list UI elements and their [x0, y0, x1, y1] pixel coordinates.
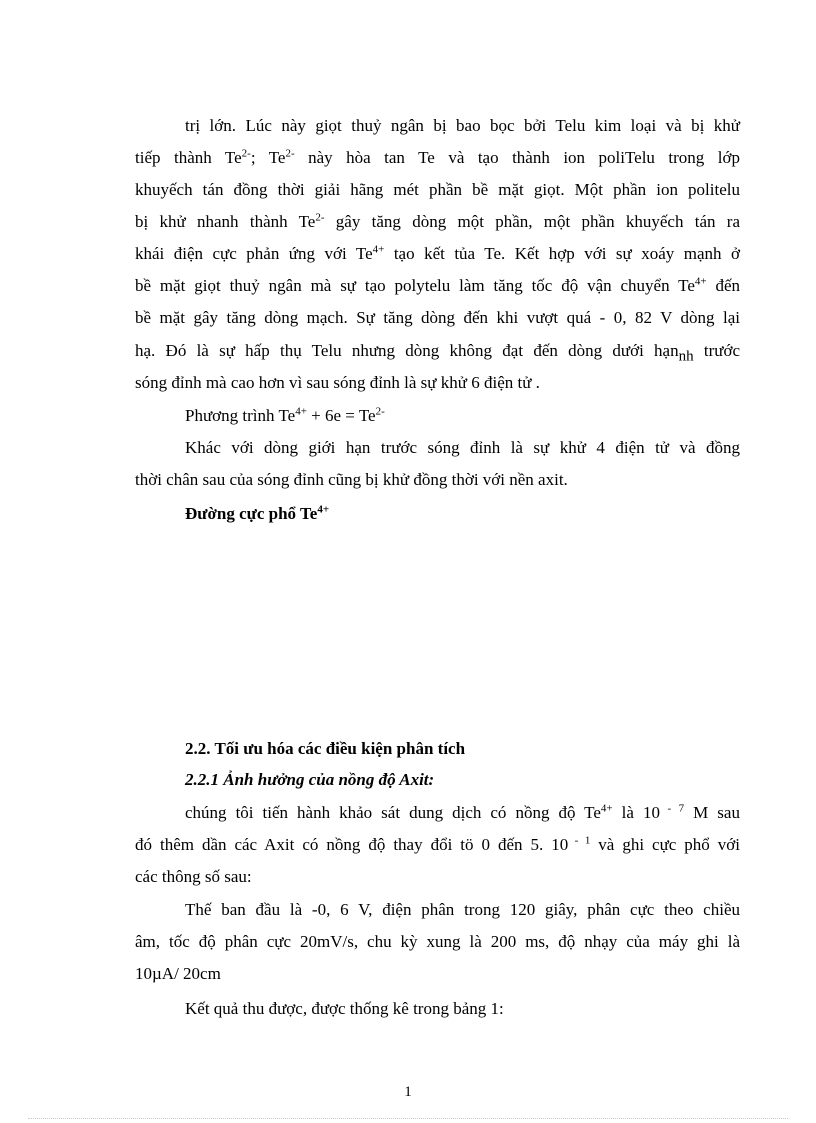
section-heading: 2.2. Tối ưu hóa các điều kiện phân tích [185, 739, 466, 758]
paragraph-line: Kết quả thu được, được thống kê trong bảng 1: [185, 999, 504, 1018]
paragraph-line: khuyếch tán đồng thời giải hãng mét phần bề mặt giọt. Một phần ion politelu [135, 180, 740, 199]
paragraph-line: tiếp thành $Te^{2-}$; $Te^{2-}$ này hòa tan Te và tạo thành ion poliTelu trong lớp [135, 147, 740, 167]
paragraph-line: hạ. Đó là sự hấp thụ Telu nhưng dòng không đạt đến dòng dưới hạnnh trước [135, 341, 740, 365]
subsection-heading: 2.2.1 Ảnh hưởng của nồng độ Axit: [185, 770, 435, 789]
paragraph-line: đó thêm dần các Axit có nồng độ thay đổi tö 0 đến 5. 10 $^{- 1}$ và ghi cực phổ với [135, 834, 740, 854]
paragraph-line: chúng tôi tiến hành khảo sát dung dịch có nồng độ $Te^{4+}$ là 10 $^{- 7}$ M sau [185, 802, 740, 822]
paragraph-line: bị khử nhanh thành $Te^{2-}$ gây tăng dòng một phần, một phần khuyếch tán ra [135, 211, 740, 231]
paragraph-line: Khác với dòng giới hạn trước sóng đỉnh là sự khử 4 điện tử và đồng [185, 438, 740, 457]
footer-divider [28, 1118, 788, 1119]
paragraph-line: âm, tốc độ phân cực 20mV/s, chu kỳ xung là 200 ms, độ nhạy của máy ghi là [135, 932, 740, 951]
polarogram-title: Đường cực phổ $Te^{4+}$ [185, 503, 330, 523]
paragraph-line: bề mặt giọt thuỷ ngân mà sự tạo polytelu làm tăng tốc độ vận chuyển $Te^{4+}$ đến [135, 275, 741, 295]
paragraph-line: trị lớn. Lúc này giọt thuỷ ngân bị bao bọc bởi Telu kim loại và bị khử [185, 116, 740, 135]
paragraph-line: khái điện cực phản ứng với $Te^{4+}$ tạo kết tủa Te. Kết hợp với sự xoáy mạnh ở [135, 243, 741, 263]
paragraph-line: sóng đỉnh mà cao hơn vì sau sóng đỉnh là sự khử 6 điện tử . [135, 373, 540, 392]
paragraph-line: thời chân sau của sóng đỉnh cũng bị khử đồng thời với nền axit. [135, 470, 568, 489]
paragraph-line: các thông số sau: [135, 867, 252, 886]
page-number: 1 [404, 1084, 412, 1100]
equation-line: Phương trình $Te^{4+} + 6e = Te^{2-}$ [185, 405, 385, 425]
paragraph-line: bề mặt gây tăng dòng mạch. Sự tăng dòng đến khi vượt quá - 0, 82 V dòng lại [135, 308, 740, 327]
paragraph-line: 10µA/ 20cm [135, 964, 221, 983]
paragraph-line: Thế ban đầu là -0, 6 V, điện phân trong 120 giây, phân cực theo chiều [185, 900, 740, 919]
